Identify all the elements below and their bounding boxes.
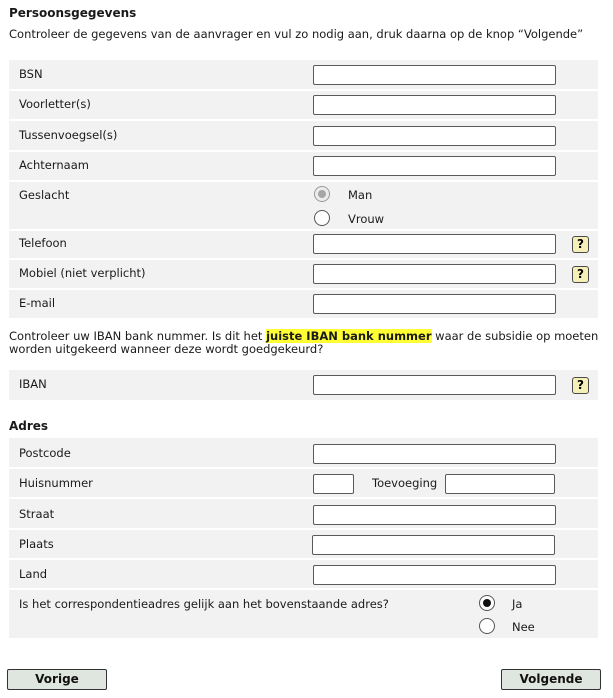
email-input[interactable] — [313, 294, 556, 314]
row-separator — [9, 150, 598, 152]
row-separator — [9, 528, 598, 530]
iban-instruction-part1: Controleer uw IBAN bank nummer. Is dit het — [9, 329, 267, 343]
previous-button[interactable]: Vorige — [7, 669, 107, 690]
telefoon-help-icon[interactable]: ? — [572, 236, 589, 253]
iban-help-icon[interactable]: ? — [572, 377, 589, 394]
land-input[interactable] — [313, 565, 556, 585]
tussenvoegsel-input[interactable] — [313, 126, 556, 146]
bsn-label: BSN — [19, 67, 43, 81]
iban-input[interactable] — [313, 375, 556, 395]
email-label: E-mail — [19, 296, 56, 310]
row-separator — [9, 288, 598, 290]
huisnummer-label: Huisnummer — [19, 476, 93, 490]
next-button[interactable]: Volgende — [501, 669, 601, 690]
iban-instruction-part2: waar de subsidie op moeten worden uitgekeerd wanneer deze wordt goedgekeurd? — [9, 329, 599, 356]
mobiel-help-icon[interactable]: ? — [572, 266, 589, 283]
section-heading-personal: Persoonsgegevens — [9, 6, 137, 20]
mobiel-input[interactable] — [313, 264, 556, 284]
iban-instruction — [9, 330, 599, 356]
radio-selected-dot — [483, 599, 491, 607]
straat-input[interactable] — [313, 505, 556, 525]
correspondence-radio-nee[interactable] — [479, 618, 495, 634]
toevoeging-input[interactable] — [445, 474, 555, 494]
postcode-label: Postcode — [19, 446, 71, 460]
telefoon-input[interactable] — [313, 234, 556, 254]
mobiel-label: Mobiel (niet verplicht) — [19, 266, 146, 280]
row-separator — [9, 497, 598, 499]
intro-text: Controleer de gegevens van de aanvrager en vul zo nodig aan, druk daarna op de knop “Volgende” — [9, 27, 584, 41]
achternaam-input[interactable] — [313, 156, 556, 176]
gender-option-vrouw-label: Vrouw — [348, 212, 385, 226]
geslacht-label: Geslacht — [19, 188, 70, 202]
gender-radio-man[interactable] — [314, 186, 330, 202]
correspondence-question: Is het correspondentieadres gelijk aan het bovenstaande adres? — [19, 597, 389, 611]
iban-instruction-highlight: juiste IBAN bank nummer — [266, 329, 432, 343]
correspondence-radio-ja[interactable] — [479, 595, 495, 611]
toevoeging-label: Toevoeging — [372, 476, 438, 490]
land-label: Land — [19, 567, 48, 581]
row-separator — [9, 467, 598, 469]
radio-selected-dot — [318, 190, 326, 198]
plaats-label: Plaats — [19, 537, 54, 551]
voorletters-label: Voorletter(s) — [19, 97, 91, 111]
row-separator — [9, 89, 598, 91]
correspondence-option-nee-label: Nee — [512, 620, 535, 634]
iban-label: IBAN — [19, 377, 47, 391]
row-separator — [9, 119, 598, 121]
row-separator — [9, 229, 598, 231]
straat-label: Straat — [19, 507, 55, 521]
gender-radio-vrouw[interactable] — [314, 210, 330, 226]
correspondence-option-ja-label: Ja — [512, 597, 523, 611]
telefoon-label: Telefoon — [19, 236, 67, 250]
gender-option-man-label: Man — [348, 188, 373, 202]
row-separator — [9, 258, 598, 260]
huisnummer-input[interactable] — [313, 474, 354, 494]
achternaam-label: Achternaam — [19, 158, 89, 172]
row-separator — [9, 558, 598, 560]
tussenvoegsel-label: Tussenvoegsel(s) — [19, 128, 118, 142]
postcode-input[interactable] — [313, 444, 556, 464]
section-heading-address: Adres — [9, 419, 49, 433]
plaats-input[interactable] — [312, 535, 555, 555]
row-separator — [9, 588, 598, 590]
bsn-input[interactable] — [313, 65, 556, 85]
voorletters-input[interactable] — [313, 95, 556, 115]
row-separator — [9, 180, 598, 182]
